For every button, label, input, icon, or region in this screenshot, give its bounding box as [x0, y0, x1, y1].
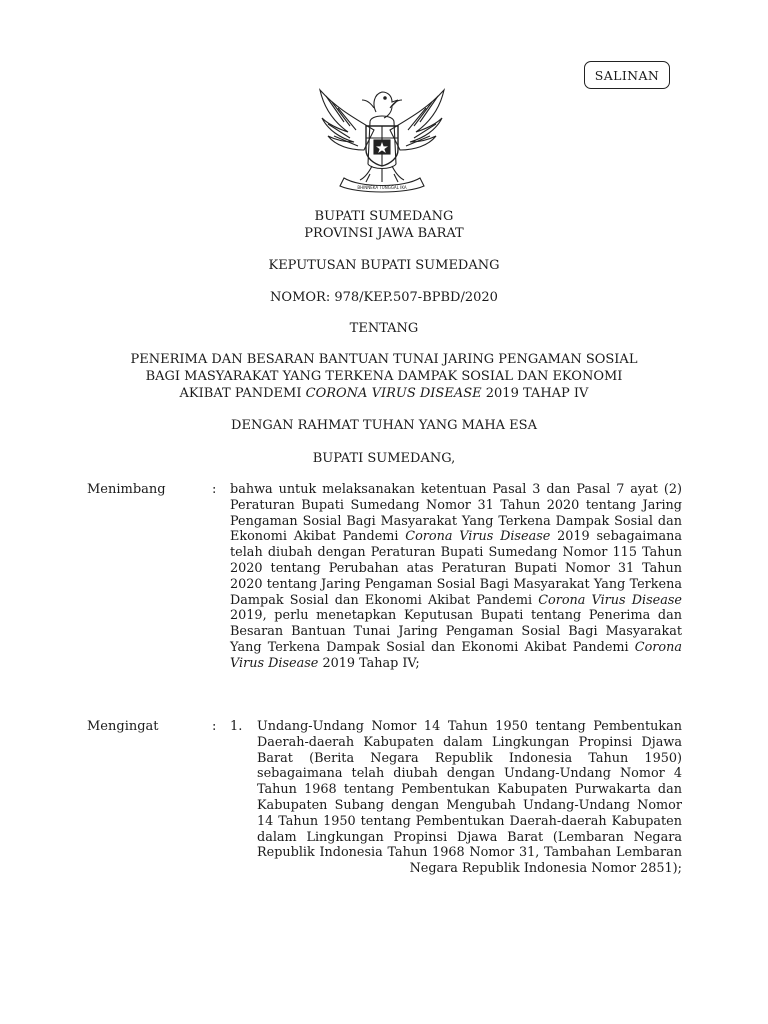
decree-title: KEPUTUSAN BUPATI SUMEDANG — [268, 258, 500, 273]
subject-line-2: BAGI MASYARAKAT YANG TERKENA DAMPAK SOSIAL DAN EKONOMI — [145, 369, 623, 384]
menimbang-text: 2019, perlu menetapkan Keputusan Bupati tentang Penerima dan Besaran Bantuan Tunai Jaring Pengaman Sosial Bagi Masyarakat Yang Terkena Dampak Sosial dan Ekonomi Akibat Pandemi — [230, 608, 682, 655]
issuer-name: BUPATI SUMEDANG — [314, 209, 454, 224]
menimbang-italic: Corona Virus Disease — [538, 592, 682, 608]
menimbang-text: 2019 sebagaimana telah diubah dengan Peraturan Bupati Sumedang Nomor 115 Tahun 2020 tentang Perubahan atas Peraturan Bupati Nomor 31 Tahun 2020 tentang Jaring Pengaman Sosial Bagi Masyarakat Yang Terkena Dampak Sosial dan Ekonomi Akibat Pandemi — [230, 529, 682, 608]
decree-number: NOMOR: 978/KEP.507-BPBD/2020 — [270, 290, 498, 305]
mengingat-item-number: 1. — [230, 719, 243, 734]
mengingat-colon: : — [212, 719, 217, 734]
about-heading: TENTANG — [349, 321, 419, 336]
emblem-motto: BHINNEKA TUNGGAL IKA — [357, 185, 407, 190]
mengingat-label: Mengingat — [87, 719, 159, 734]
authority-line: BUPATI SUMEDANG, — [312, 451, 456, 466]
menimbang-text: bahwa untuk melaksanakan ketentuan Pasal 3 dan Pasal 7 ayat (2) Peraturan Bupati Sumedang Nomor 31 Tahun 2020 tentang Jaring Pengaman Sosial Bagi Masyarakat Yang Terkena Dampak Sosial dan Ekonomi Akibat Pandemi — [230, 482, 682, 545]
menimbang-italic: Corona Virus Disease — [405, 529, 551, 545]
subject-italic: CORONA VIRUS DISEASE — [305, 386, 482, 401]
subject-line-3 — [0, 386, 768, 401]
menimbang-text: 2019 Tahap IV; — [318, 655, 420, 671]
menimbang-colon: : — [212, 482, 217, 497]
subject-text-end: 2019 TAHAP IV — [481, 386, 589, 401]
menimbang-label: Menimbang — [87, 482, 166, 497]
subject-text: AKIBAT PANDEMI — [179, 386, 306, 401]
subject-line-1: PENERIMA DAN BESARAN BANTUAN TUNAI JARING PENGAMAN SOSIAL — [130, 352, 638, 367]
blessing-line: DENGAN RAHMAT TUHAN YANG MAHA ESA — [231, 418, 537, 433]
issuer-province: PROVINSI JAWA BARAT — [304, 226, 464, 241]
mengingat-item-text: Undang-Undang Nomor 14 Tahun 1950 tentang Pembentukan Daerah-daerah Kabupaten dalam Lingkungan Propinsi Djawa Barat (Berita Negara Republik Indonesia Tahun 1950) sebagaimana telah diubah dengan Undang-Undang Nomor 4 Tahun 1968 tentang Pembentukan Kabupaten Purwakarta dan Kabupaten Subang dengan Mengubah Undang-Undang Nomor 14 Tahun 1950 tentang Pembentukan Daerah-daerah Kabupaten dalam Lingkungan Propinsi Djawa Barat (Lembaran Negara Republik Indonesia Tahun 1968 Nomor 31, Tambahan Lembaran Negara Republik Indonesia Nomor 2851); — [257, 719, 682, 877]
salinan-stamp: SALINAN — [584, 61, 670, 89]
menimbang-italic: Corona Virus Disease — [230, 639, 682, 671]
menimbang-paragraph — [230, 482, 682, 672]
garuda-emblem — [314, 78, 450, 198]
